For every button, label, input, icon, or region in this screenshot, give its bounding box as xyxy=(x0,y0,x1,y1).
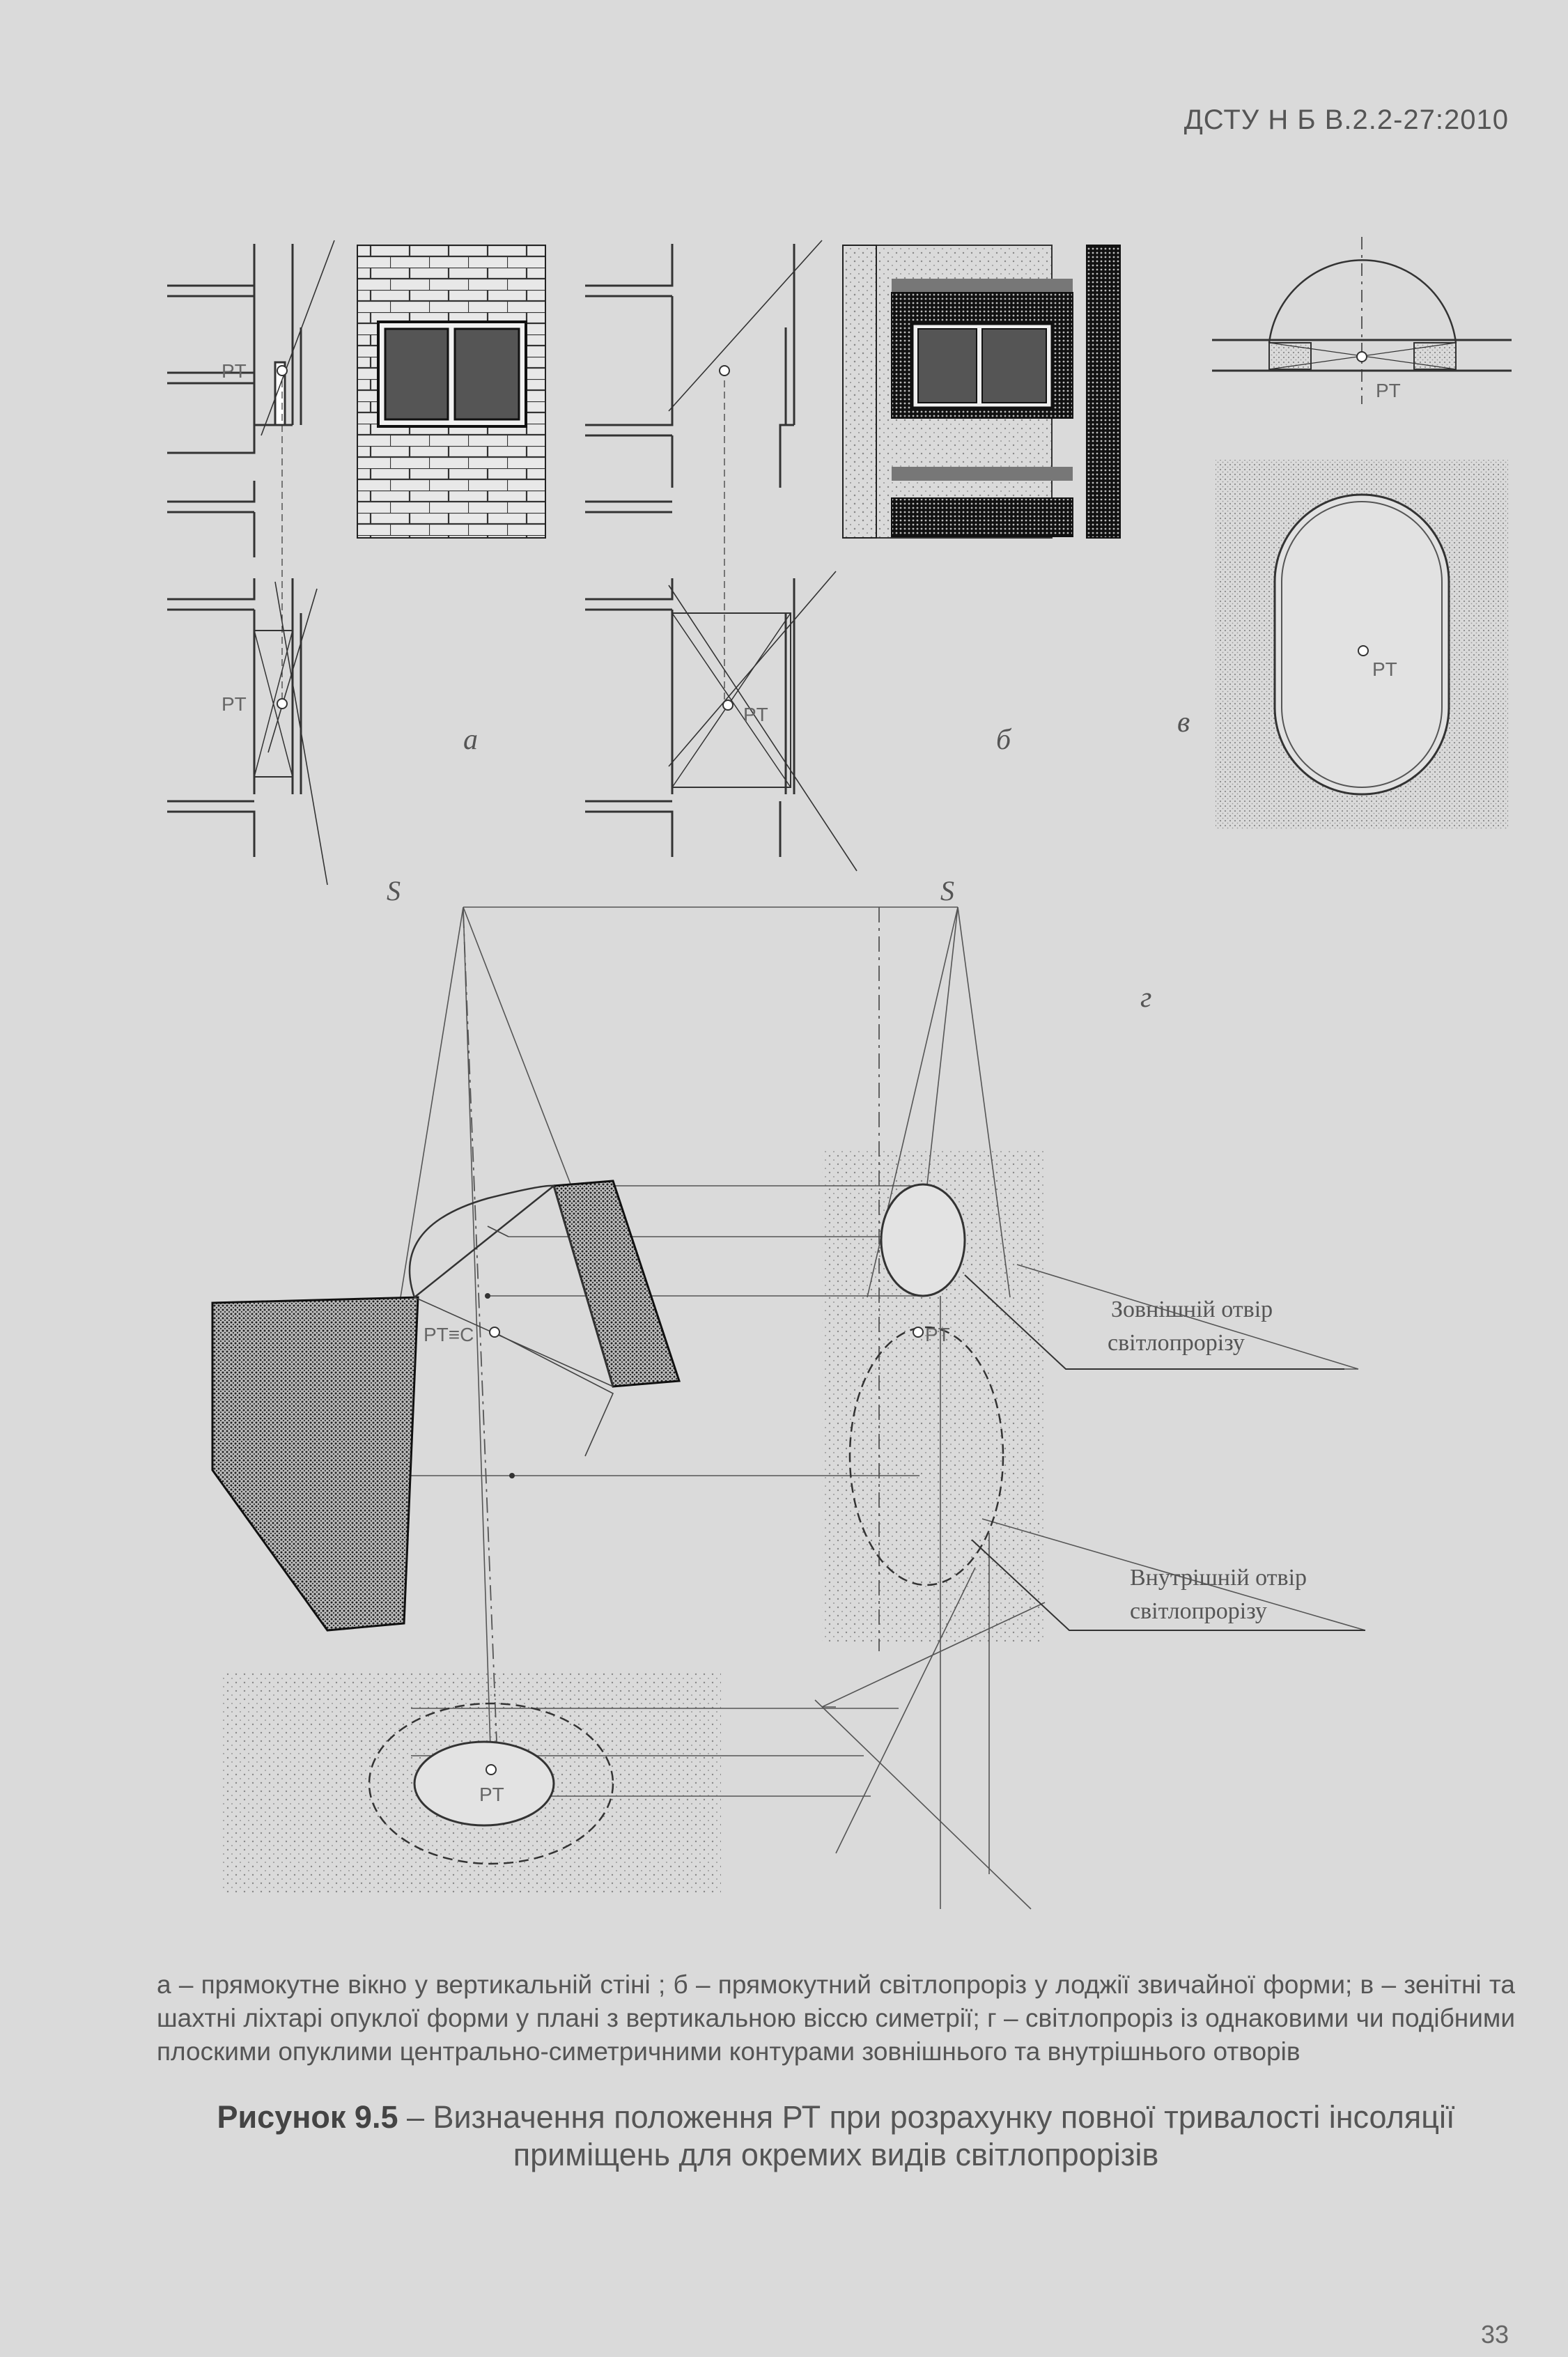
loggia-facade xyxy=(843,245,1120,538)
inner-opening-label-2: світлопрорізу xyxy=(1130,1598,1267,1624)
outer-opening-label-2: світлопрорізу xyxy=(1108,1330,1245,1356)
inner-opening-label-1: Внутрішній отвір xyxy=(1130,1565,1307,1591)
panel-a-pt-label-bottom: PT xyxy=(222,693,247,715)
panel-v-pt-label-plan: PT xyxy=(1372,658,1397,680)
panel-b-section xyxy=(585,240,857,871)
panel-g-label: г xyxy=(1140,982,1152,1014)
panel-a-label: а xyxy=(463,724,478,756)
panel-b-pt-label: PT xyxy=(743,704,768,725)
panel-a-section xyxy=(167,240,334,885)
page-number: 33 xyxy=(1480,2320,1509,2349)
panel-v-skylight-section xyxy=(1212,237,1512,404)
panel-g-projection xyxy=(212,907,1365,1909)
panel-g-pt-label-elevation: PT xyxy=(925,1324,950,1345)
panel-v-label: в xyxy=(1177,706,1190,739)
panel-v-pt-label-top: PT xyxy=(1376,380,1401,401)
document-code-header: ДСТУ Н Б В.2.2-27:2010 xyxy=(1183,105,1509,135)
panel-g-pt-label-plan: PT xyxy=(479,1784,504,1805)
figure-number: Рисунок 9.5 xyxy=(217,2099,398,2135)
panel-g-pt-c-label: PT≡C xyxy=(424,1324,474,1345)
figure-caption-title xyxy=(157,2099,1515,2174)
panel-a-pt-label-top: PT xyxy=(222,360,247,382)
panel-b-label: б xyxy=(996,724,1011,756)
brick-wall-with-window xyxy=(357,245,545,538)
outer-opening-label-1: Зовнішній отвір xyxy=(1111,1297,1273,1322)
figure-caption-note: а – прямокутне вікно у вертикальній стіні ; б – прямокутний світлопроріз у лоджії звичайної форми; в – зенітні та шахтні ліхтарі опуклої форми у плані з вертикальною віссю симетрії; г – світлопроріз із однаковими чи подібними плоскими опуклими центрально-симетричними контурами зовнішнього та внутрішнього отворів xyxy=(157,1970,1515,2066)
figure-title-text: – Визначення положення РТ при розрахунку повної тривалості інсоляції приміщень для окремих видів світлопрорізів xyxy=(398,2099,1455,2172)
sun-point-right: S xyxy=(940,875,954,906)
panel-v-skylight-plan xyxy=(1216,460,1508,829)
sun-point-left: S xyxy=(387,875,401,906)
